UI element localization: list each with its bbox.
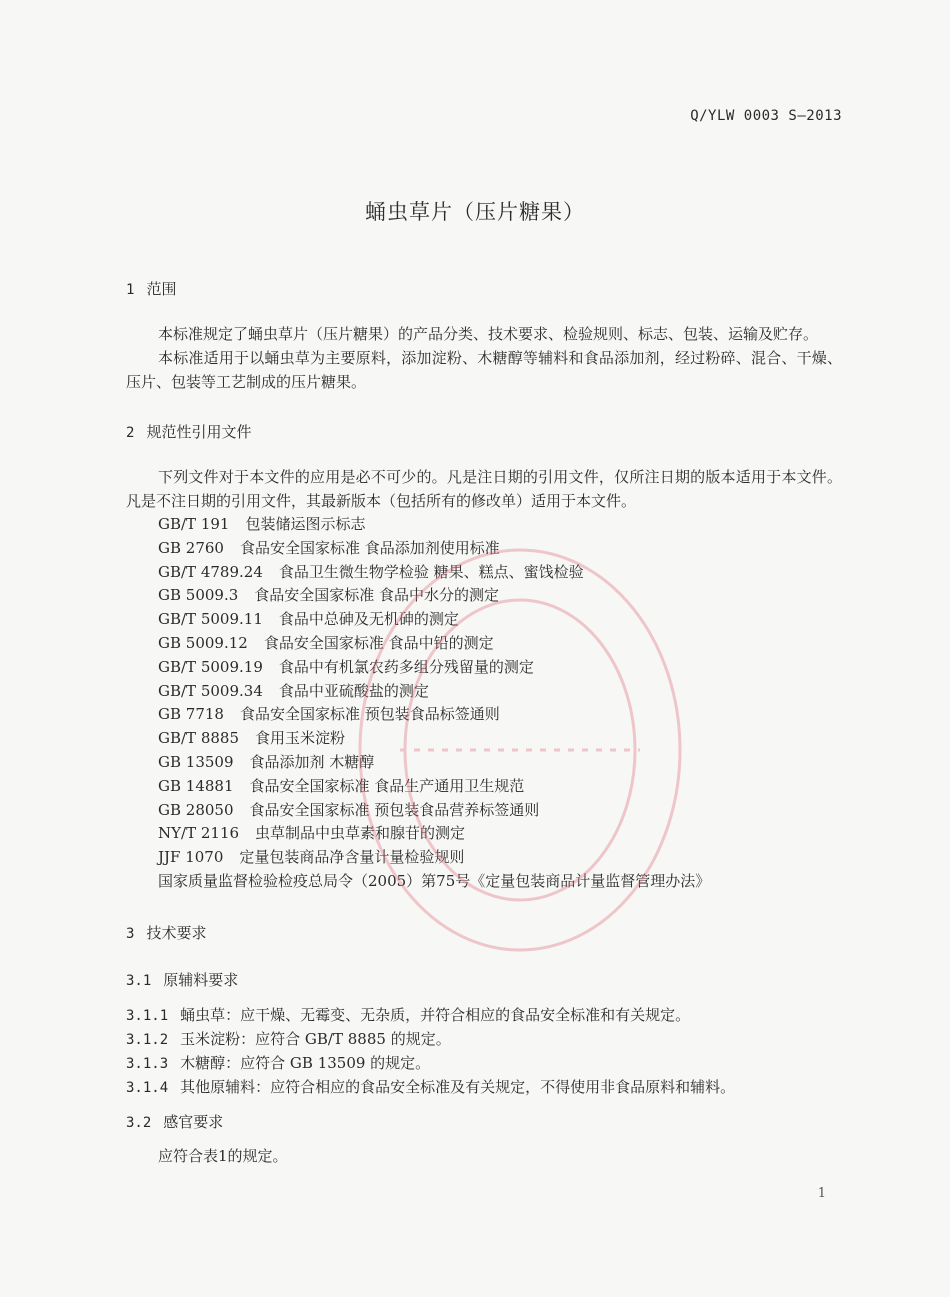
section-number: 3.2 <box>126 1115 152 1131</box>
reference-item <box>158 656 710 680</box>
reference-item <box>158 799 710 823</box>
section-heading-normative <box>126 421 251 442</box>
reference-name: 定量包装商品净含量计量检验规则 <box>239 848 465 867</box>
reference-name: 食品安全国家标准 食品添加剂使用标准 <box>239 538 500 557</box>
section-title: 规范性引用文件 <box>146 423 252 441</box>
reference-name: 食品安全国家标准 预包装食品营养标签通则 <box>249 800 540 819</box>
reference-code: GB 2760 <box>158 538 224 557</box>
subsection-heading-materials <box>126 969 238 990</box>
reference-name: 食用玉米淀粉 <box>255 729 346 748</box>
clause-text: 其他原辅料：应符合相应的食品安全标准及有关规定，不得使用非食品原料和辅料。 <box>180 1078 736 1096</box>
material-clause <box>126 1076 735 1097</box>
reference-code: GB/T 5009.34 <box>158 681 263 700</box>
reference-code: 国家质量监督检验检疫总局令（2005）第75号 <box>158 871 471 890</box>
reference-item <box>158 561 710 585</box>
reference-code: JJF 1070 <box>158 848 224 867</box>
reference-item <box>158 751 710 775</box>
reference-code: GB/T 5009.11 <box>158 610 263 629</box>
reference-name: 食品中有机氯农药多组分残留量的测定 <box>278 657 534 676</box>
reference-list <box>158 513 710 894</box>
section-title: 范围 <box>146 280 177 298</box>
reference-code: GB 7718 <box>158 705 224 724</box>
reference-code: GB 5009.3 <box>158 586 239 605</box>
clause-text: 蛹虫草：应干燥、无霉变、无杂质，并符合相应的食品安全标准和有关规定。 <box>180 1006 691 1024</box>
section-heading-scope <box>126 278 176 299</box>
subsection-heading-sensory <box>126 1111 223 1132</box>
material-clause <box>126 1004 690 1025</box>
reference-name: 食品安全国家标准 预包装食品标签通则 <box>239 705 500 724</box>
reference-code: GB 13509 <box>158 752 234 771</box>
reference-name: 食品添加剂 木糖醇 <box>249 752 375 771</box>
clause-text: 木糖醇：应符合 GB 13509 的规定。 <box>180 1054 431 1072</box>
reference-name: 食品安全国家标准 食品中水分的测定 <box>254 586 500 605</box>
reference-code: NY/T 2116 <box>158 824 240 843</box>
clause-number: 3.1.4 <box>126 1080 169 1096</box>
standard-code: Q/YLW 0003 S—2013 <box>690 108 842 124</box>
reference-code: GB 5009.12 <box>158 633 248 652</box>
reference-name: 食品中亚硫酸盐的测定 <box>278 681 429 700</box>
page-number: 1 <box>817 1186 826 1201</box>
reference-name: 食品卫生微生物学检验 糖果、糕点、蜜饯检验 <box>278 562 584 581</box>
section-title: 技术要求 <box>146 924 207 942</box>
clause-text: 玉米淀粉：应符合 GB/T 8885 的规定。 <box>180 1030 451 1048</box>
reference-name: 虫草制品中虫草素和腺苷的测定 <box>255 824 466 843</box>
reference-item <box>158 537 710 561</box>
reference-item <box>158 608 710 632</box>
material-clause <box>126 1052 430 1073</box>
reference-name: 食品中总砷及无机砷的测定 <box>278 610 459 629</box>
reference-item <box>158 632 710 656</box>
scope-paragraph-1: 本标准规定了蛹虫草片（压片糖果）的产品分类、技术要求、检验规则、标志、包装、运输及贮存。 <box>158 325 819 343</box>
reference-code: GB/T 8885 <box>158 729 240 748</box>
reference-code: GB 28050 <box>158 800 234 819</box>
reference-name: 《定量包装商品计量监督管理办法》 <box>470 871 711 890</box>
normative-intro: 下列文件对于本文件的应用是必不可少的。凡是注日期的引用文件，仅所注日期的版本适用于本文件。凡是不注日期的引用文件，其最新版本（包括所有的修改单）适用于本文件。 <box>126 468 842 510</box>
reference-item <box>158 870 710 894</box>
reference-code: GB/T 4789.24 <box>158 562 263 581</box>
reference-code: GB/T 191 <box>158 515 230 533</box>
reference-name: 食品安全国家标准 食品生产通用卫生规范 <box>249 776 525 795</box>
section-heading-technical <box>126 922 206 943</box>
document-title: 蛹虫草片（压片糖果） <box>365 200 585 224</box>
clause-number: 3.1.2 <box>126 1032 169 1048</box>
reference-item <box>158 846 710 870</box>
clause-number: 3.1.3 <box>126 1056 169 1072</box>
clause-number: 3.1.1 <box>126 1008 169 1024</box>
reference-name: 食品安全国家标准 食品中铅的测定 <box>263 633 494 652</box>
section-number: 1 <box>126 282 135 298</box>
reference-item <box>158 680 710 704</box>
section-title: 原辅料要求 <box>163 971 239 989</box>
section-title: 感官要求 <box>163 1113 224 1131</box>
reference-code: GB/T 5009.19 <box>158 657 263 676</box>
scope-paragraph-2: 本标准适用于以蛹虫草为主要原料，添加淀粉、木糖醇等辅料和食品添加剂，经过粉碎、混合、干燥、压片、包装等工艺制成的压片糖果。 <box>126 349 842 391</box>
section-number: 2 <box>126 425 135 441</box>
reference-item <box>158 775 710 799</box>
section-number: 3 <box>126 926 135 942</box>
reference-item <box>158 727 710 751</box>
material-clause <box>126 1028 451 1049</box>
reference-item <box>158 703 710 727</box>
reference-item <box>158 513 710 537</box>
section-number: 3.1 <box>126 973 152 989</box>
reference-item <box>158 822 710 846</box>
sensory-note: 应符合表1的规定。 <box>158 1147 288 1165</box>
reference-item <box>158 584 710 608</box>
reference-name: 包装储运图示标志 <box>245 515 366 533</box>
reference-code: GB 14881 <box>158 776 234 795</box>
